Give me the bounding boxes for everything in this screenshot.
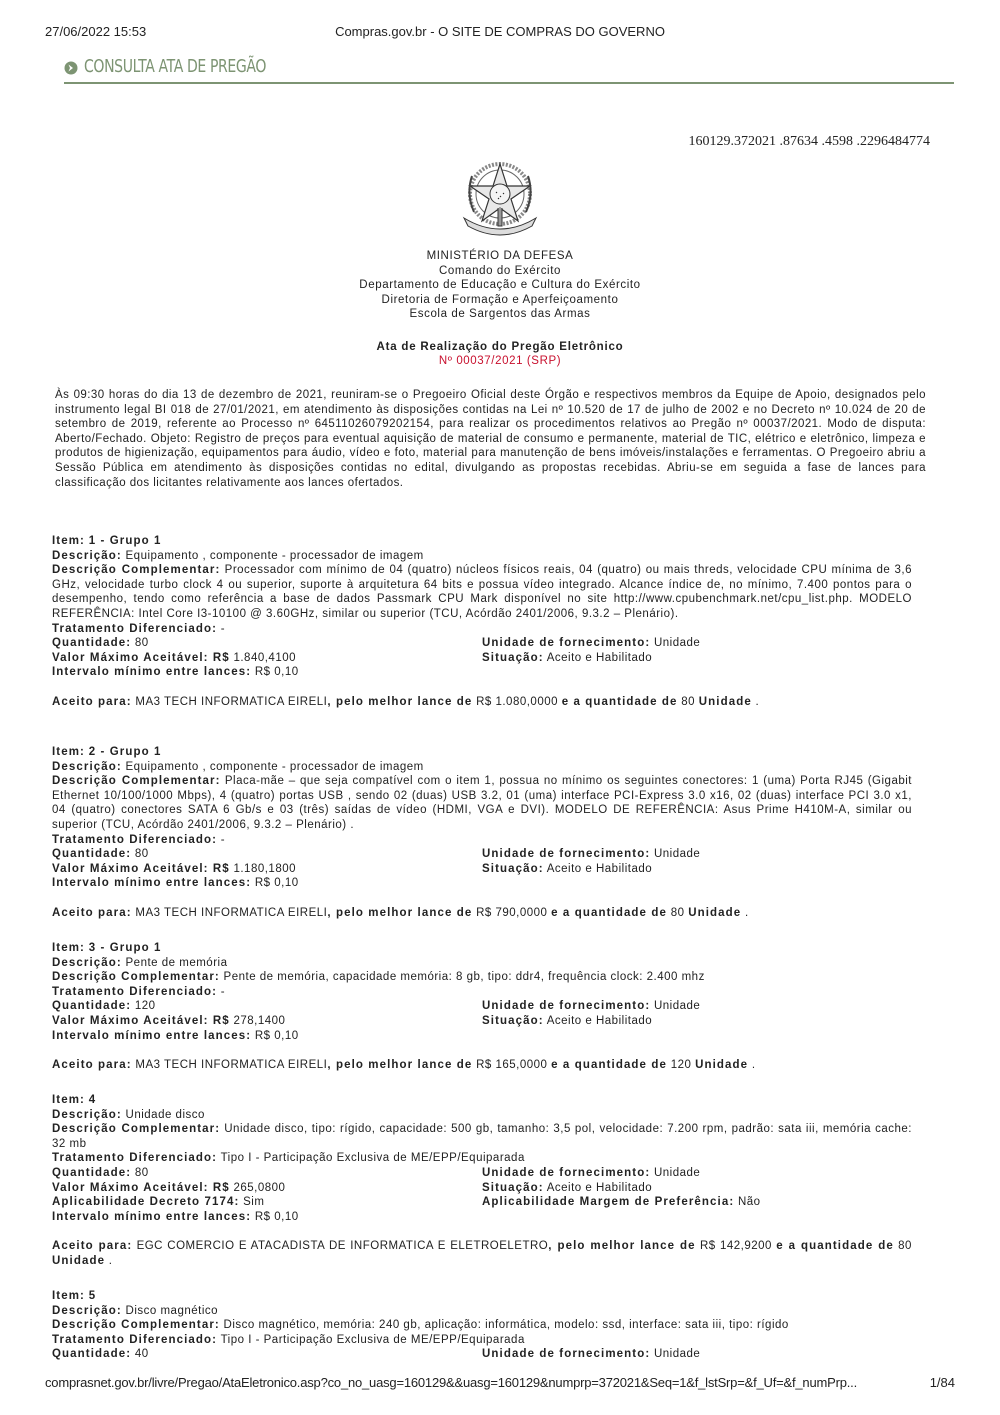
tratamento-value: - bbox=[220, 985, 226, 998]
item-block bbox=[52, 745, 912, 920]
intervalo-value: R$ 0,10 bbox=[254, 1029, 299, 1042]
org-line: MINISTÉRIO DA DEFESA bbox=[426, 250, 574, 262]
quantidade-value: 120 bbox=[134, 1000, 156, 1013]
tratamento-value: Tipo I - Participação Exclusiva de ME/EPP/Equiparada bbox=[220, 1152, 525, 1165]
best-bid: R$ 142,9200 bbox=[699, 1239, 772, 1252]
org-line: Diretoria de Formação e Aperfeiçoamento bbox=[381, 293, 619, 306]
unidade-fornecimento-label: Unidade de fornecimento: bbox=[482, 1348, 651, 1361]
accepted-line: Aceito para: MA3 TECH INFORMATICA EIRELI, pelo melhor lance de R$ 1.080,0000 e a quantidade de 80 Unidade . bbox=[52, 695, 760, 708]
descricao-complementar-label: Descrição Complementar: bbox=[52, 971, 220, 984]
intervalo-label: Intervalo mínimo entre lances: bbox=[52, 666, 252, 679]
document-code: 160129.372021 .87634 .4598 .2296484774 bbox=[688, 134, 930, 149]
unidade-fornecimento-value: Unidade bbox=[653, 1166, 701, 1179]
quantidade-label: Quantidade: bbox=[52, 637, 132, 650]
banner-title: CONSULTA ATA DE PREGÃO bbox=[84, 56, 267, 77]
valor-maximo-label: Valor Máximo Aceitável: R$ bbox=[52, 862, 230, 875]
tratamento-value: - bbox=[220, 622, 226, 635]
intervalo-value: R$ 0,10 bbox=[254, 1210, 299, 1223]
valor-maximo-label: Valor Máximo Aceitável: R$ bbox=[52, 651, 230, 664]
item-heading: 4 bbox=[88, 1094, 97, 1106]
descricao-complementar-label: Descrição Complementar: bbox=[52, 1123, 221, 1136]
situacao-value: Aceito e Habilitado bbox=[546, 1014, 653, 1027]
unidade-fornecimento-label: Unidade de fornecimento: bbox=[482, 848, 651, 861]
winner-name: MA3 TECH INFORMATICA EIRELI bbox=[135, 906, 328, 919]
intervalo-label: Intervalo mínimo entre lances: bbox=[52, 1029, 252, 1042]
intervalo-label: Intervalo mínimo entre lances: bbox=[52, 877, 252, 890]
item-label: Item: bbox=[52, 746, 85, 758]
unidade-fornecimento-label: Unidade de fornecimento: bbox=[482, 637, 651, 650]
item-heading: 1 - Grupo 1 bbox=[88, 535, 162, 547]
item-label: Item: bbox=[52, 535, 85, 547]
aplic-margem-value: Não bbox=[737, 1196, 761, 1209]
item-heading: 3 - Grupo 1 bbox=[88, 942, 162, 954]
item-label: Item: bbox=[52, 1290, 85, 1302]
descricao-complementar-label: Descrição Complementar: bbox=[52, 775, 221, 788]
tratamento-value: Tipo I - Participação Exclusiva de ME/EPP/Equiparada bbox=[220, 1333, 525, 1346]
unidade-fornecimento-value: Unidade bbox=[653, 1000, 701, 1013]
unidade-fornecimento-value: Unidade bbox=[653, 848, 701, 861]
accepted-line: Aceito para: EGC COMERCIO E ATACADISTA DE INFORMATICA E ELETROELETRO, pelo melhor lance de R$ 142,9200 e a quantidade de 80 Unidade . bbox=[52, 1239, 912, 1267]
section-banner bbox=[64, 56, 954, 84]
accepted-quantity: 80 bbox=[670, 906, 685, 919]
intro-paragraph: Às 09:30 horas do dia 13 de dezembro de 2021, reuniram-se o Pregoeiro Oficial deste Órgão e respectivos membros da Equipe de Apoio, designados pelo instrumento legal BI 018 de 27/01/2021, em atendimento às disposições contidas na Lei nº 10.520 de 17 de julho de 2002 e no Decreto nº 10.024 de 20 de setembro de 2019, referente ao Processo nº 64511026079202154, para realizar os procedimentos relativos ao Pregão nº 00037/2021. Modo de disputa: Aberto/Fechado. Objeto: Registro de preços para eventual aquisição de material de consumo e permanente, material de TIC, elétrico e eletrônico, limpeza e produtos de higienização, equipamentos para áudio, vídeo e foto, material para manutenção de bens imóveis/instalações e ferramentas. O Pregoeiro abriu a Sessão Pública em atendimento às disposições contidas no edital, divulgando as propostas recebidas. Abriu-se em seguida a fase de lances para classificação dos licitantes relativamente aos lances ofertados. bbox=[55, 389, 926, 489]
quantidade-label: Quantidade: bbox=[52, 1166, 132, 1179]
intervalo-value: R$ 0,10 bbox=[254, 877, 299, 890]
descricao-complementar-label: Descrição Complementar: bbox=[52, 1319, 220, 1332]
item-block bbox=[52, 1093, 912, 1268]
valor-maximo-label: Valor Máximo Aceitável: R$ bbox=[52, 1181, 230, 1194]
valor-maximo-value: 265,0800 bbox=[233, 1181, 286, 1194]
valor-maximo-value: 1.180,1800 bbox=[233, 862, 297, 875]
unidade-fornecimento-value: Unidade bbox=[653, 1348, 701, 1361]
page-number: 1/84 bbox=[929, 1375, 955, 1390]
descricao-value: Unidade disco bbox=[125, 1108, 205, 1121]
quantidade-value: 40 bbox=[134, 1348, 149, 1361]
descricao-complementar-value: Placa-mãe – que seja compatível com o item 1, possua no mínimo os seguintes conectores: 1 (uma) Porta RJ45 (Gigabit Ethernet 10/100/1000 Mbps), 4 (quatro) portas USB , sendo 02 (duas) USB 3.2, 01 (uma) interface PCI-Express 3.0 x16, 02 (duas) interface PCI 3.0 x1, 04 (quatro) conectores SATA 6 Gb/s e 03 (três) saídas de vídeo (HDMI, VGA e DVI). MODELO DE REFERÊNCIA: Asus Prime H410M-A, similar ou superior (TCU, Acórdão 2401/2006, 9.3.2 – Plenário) . bbox=[52, 775, 912, 831]
org-line: Departamento de Educação e Cultura do Exército bbox=[359, 279, 641, 292]
descricao-complementar-label: Descrição Complementar: bbox=[52, 564, 221, 577]
valor-maximo-label: Valor Máximo Aceitável: R$ bbox=[52, 1014, 230, 1027]
aplic-margem-label: Aplicabilidade Margem de Preferência: bbox=[482, 1196, 735, 1209]
tratamento-value: - bbox=[220, 833, 226, 846]
quantidade-value: 80 bbox=[134, 848, 149, 861]
quantidade-label: Quantidade: bbox=[52, 1000, 132, 1013]
quantidade-value: 80 bbox=[134, 1166, 149, 1179]
descricao-complementar-value: Processador com mínimo de 04 (quatro) núcleos físicos reais, 04 (quatro) ou mais threds, velocidade CPU mínima de 3,6 GHz, velocidade turbo clock 4 ou superior, suporte à arquitetura 64 bits e possua vídeo integrado. Alcance índice de, no mínimo, 7.400 pontos para o desempenho, tendo como referência a base de dados Passmark CPU Mark disponível no site http://www.cpubenchmark.net/cpu_list.php. MODELO REFERÊNCIA: Intel Core I3-10100 @ 3.60GHz, similar ou superior (TCU, Acórdão 2401/2006, 9.3.2 – Plenário). bbox=[52, 564, 912, 620]
tratamento-label: Tratamento Diferenciado: bbox=[52, 833, 218, 846]
item-label: Item: bbox=[52, 942, 85, 954]
descricao-complementar-value: Disco magnético, memória: 240 gb, aplicação: informática, modelo: ssd, interface: sata iii, tipo: rígido bbox=[223, 1319, 789, 1332]
print-date: 27/06/2022 15:53 bbox=[45, 24, 147, 39]
organization-block bbox=[0, 249, 1000, 322]
situacao-label: Situação: bbox=[482, 651, 544, 664]
org-line: Comando do Exército bbox=[439, 264, 561, 277]
item-block bbox=[52, 941, 912, 1072]
intervalo-value: R$ 0,10 bbox=[254, 666, 299, 679]
valor-maximo-value: 1.840,4100 bbox=[233, 651, 297, 664]
unidade-fornecimento-value: Unidade bbox=[653, 637, 701, 650]
accepted-line: Aceito para: MA3 TECH INFORMATICA EIRELI, pelo melhor lance de R$ 165,0000 e a quantidade de 120 Unidade . bbox=[52, 1058, 756, 1071]
accepted-quantity: 80 bbox=[681, 695, 696, 708]
quantidade-label: Quantidade: bbox=[52, 1348, 132, 1361]
best-bid: R$ 790,0000 bbox=[476, 906, 548, 919]
descricao-label: Descrição: bbox=[52, 549, 122, 562]
tratamento-label: Tratamento Diferenciado: bbox=[52, 622, 218, 635]
unidade-fornecimento-label: Unidade de fornecimento: bbox=[482, 1166, 651, 1179]
accepted-quantity: 80 bbox=[898, 1239, 912, 1252]
coat-of-arms-icon bbox=[452, 156, 548, 242]
tratamento-label: Tratamento Diferenciado: bbox=[52, 1333, 218, 1346]
situacao-label: Situação: bbox=[482, 1181, 544, 1194]
item-block bbox=[52, 1289, 912, 1362]
descricao-value: Equipamento , componente - processador de imagem bbox=[125, 760, 424, 773]
accepted-line: Aceito para: MA3 TECH INFORMATICA EIRELI, pelo melhor lance de R$ 790,0000 e a quantidade de 80 Unidade . bbox=[52, 906, 749, 919]
descricao-label: Descrição: bbox=[52, 956, 122, 969]
situacao-label: Situação: bbox=[482, 1014, 544, 1027]
valor-maximo-value: 278,1400 bbox=[233, 1014, 286, 1027]
aplic-decreto-label: Aplicabilidade Decreto 7174: bbox=[52, 1196, 240, 1209]
item-label: Item: bbox=[52, 1094, 85, 1106]
tratamento-label: Tratamento Diferenciado: bbox=[52, 985, 218, 998]
page-url: comprasnet.gov.br/livre/Pregao/AtaEletronico.asp?co_no_uasg=160129&&uasg=160129&numprp=372021&Seq=1&f_lstSrp=&f_Uf=&f_numPrp... bbox=[45, 1375, 857, 1390]
document-title: Ata de Realização do Pregão Eletrônico bbox=[376, 341, 624, 353]
intervalo-label: Intervalo mínimo entre lances: bbox=[52, 1210, 252, 1223]
quantidade-label: Quantidade: bbox=[52, 848, 132, 861]
item-block bbox=[52, 534, 912, 709]
winner-name: MA3 TECH INFORMATICA EIRELI bbox=[135, 695, 328, 708]
item-heading: 5 bbox=[88, 1290, 97, 1302]
winner-name: EGC COMERCIO E ATACADISTA DE INFORMATICA E ELETROELETRO bbox=[136, 1239, 549, 1252]
descricao-value: Disco magnético bbox=[125, 1304, 219, 1317]
quantidade-value: 80 bbox=[134, 637, 149, 650]
document-number: Nº 00037/2021 (SRP) bbox=[438, 355, 562, 367]
aplic-decreto-value: Sim bbox=[243, 1196, 265, 1209]
descricao-value: Pente de memória bbox=[125, 956, 228, 969]
unidade-fornecimento-label: Unidade de fornecimento: bbox=[482, 1000, 651, 1013]
situacao-value: Aceito e Habilitado bbox=[546, 1181, 653, 1194]
descricao-label: Descrição: bbox=[52, 1108, 122, 1121]
descricao-complementar-value: Unidade disco, tipo: rígido, capacidade: 500 gb, tamanho: 3,5 pol, velocidade: 7.200 rpm, padrão: sata iii, memória cache: 32 mb bbox=[52, 1123, 912, 1150]
descricao-label: Descrição: bbox=[52, 760, 122, 773]
arrow-circle-icon bbox=[64, 61, 78, 75]
descricao-value: Equipamento , componente - processador de imagem bbox=[125, 549, 424, 562]
tratamento-label: Tratamento Diferenciado: bbox=[52, 1152, 218, 1165]
situacao-label: Situação: bbox=[482, 862, 544, 875]
org-line: Escola de Sargentos das Armas bbox=[409, 308, 591, 321]
situacao-value: Aceito e Habilitado bbox=[546, 651, 653, 664]
descricao-complementar-value: Pente de memória, capacidade memória: 8 gb, tipo: ddr4, frequência clock: 2.400 mhz bbox=[223, 971, 705, 984]
descricao-label: Descrição: bbox=[52, 1304, 122, 1317]
situacao-value: Aceito e Habilitado bbox=[546, 862, 653, 875]
winner-name: MA3 TECH INFORMATICA EIRELI bbox=[135, 1058, 328, 1071]
item-heading: 2 - Grupo 1 bbox=[88, 746, 162, 758]
best-bid: R$ 1.080,0000 bbox=[476, 695, 559, 708]
print-page-title: Compras.gov.br - O SITE DE COMPRAS DO GOVERNO bbox=[335, 24, 665, 39]
accepted-quantity: 120 bbox=[670, 1058, 692, 1071]
best-bid: R$ 165,0000 bbox=[476, 1058, 548, 1071]
